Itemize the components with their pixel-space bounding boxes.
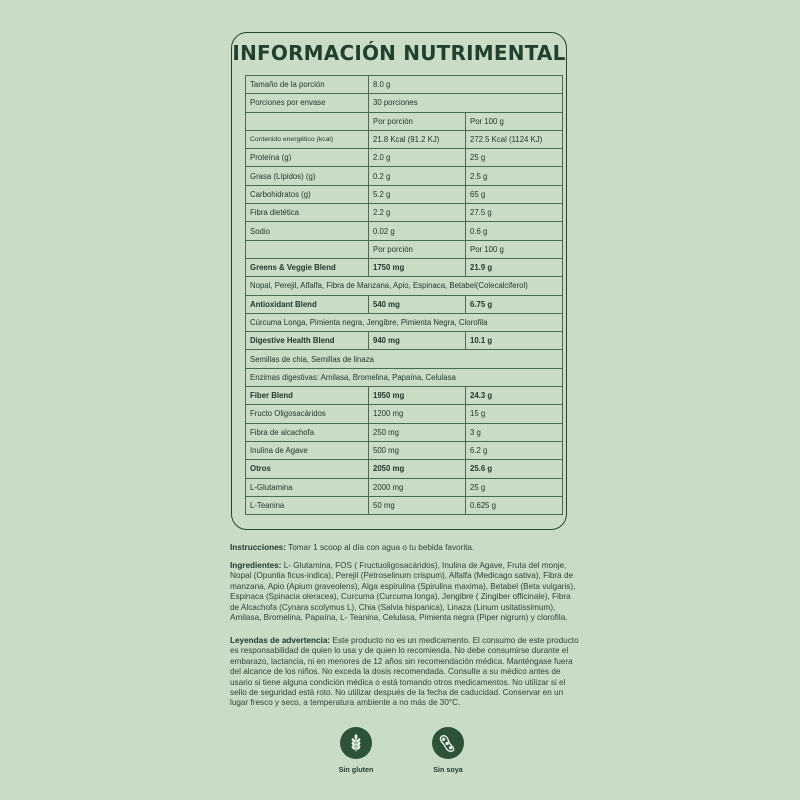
row-value: 250 mg bbox=[369, 423, 466, 441]
instructions-text: Tomar 1 scoop al día con agua o tu bebida favorita. bbox=[285, 543, 475, 552]
col-per-100g: Por 100 g bbox=[466, 240, 563, 258]
table-row bbox=[246, 405, 563, 423]
row-value: 21.8 Kcal (91.2 KJ) bbox=[369, 130, 466, 148]
row-name: Fibra de alcachofa bbox=[246, 423, 369, 441]
row-name: Fructo Oligosacáridos bbox=[246, 405, 369, 423]
warnings bbox=[230, 636, 580, 709]
table-row bbox=[246, 478, 563, 496]
soy-free-label: Sin soya bbox=[433, 765, 463, 774]
row-value: 0.625 g bbox=[466, 496, 563, 514]
blend-value: 1950 mg bbox=[369, 387, 466, 405]
table-row bbox=[246, 441, 563, 459]
col-per-100g: Por 100 g bbox=[466, 112, 563, 130]
col-per-serving: Por porción bbox=[369, 112, 466, 130]
row-value: 2000 mg bbox=[369, 478, 466, 496]
nutrition-panel bbox=[231, 32, 567, 530]
blend-value: 2050 mg bbox=[369, 460, 466, 478]
warnings-label: Leyendas de advertencia: bbox=[230, 636, 331, 645]
row-value: 0.6 g bbox=[466, 222, 563, 240]
row-value: 1200 mg bbox=[369, 405, 466, 423]
table-row bbox=[246, 130, 563, 148]
table-row bbox=[246, 387, 563, 405]
blend-name: Digestive Health Blend bbox=[246, 332, 369, 350]
table-row bbox=[246, 368, 563, 386]
row-name: Proteína (g) bbox=[246, 149, 369, 167]
blend-value: 21.9 g bbox=[466, 258, 563, 276]
blend-ingredients: Cúrcuma Longa, Pimienta negra, Jengibre, Pimienta Negra, Clorofila bbox=[246, 313, 563, 331]
row-value: 0.02 g bbox=[369, 222, 466, 240]
servings-value: 30 porciones bbox=[369, 94, 563, 112]
col-per-serving: Por porción bbox=[369, 240, 466, 258]
serving-size-label: Tamaño de la porción bbox=[246, 76, 369, 94]
row-name: Grasa (Lípidos) (g) bbox=[246, 167, 369, 185]
table-row bbox=[246, 460, 563, 478]
blend-value: 540 mg bbox=[369, 295, 466, 313]
row-name: Carbohidratos (g) bbox=[246, 185, 369, 203]
table-row bbox=[246, 167, 563, 185]
empty-cell bbox=[246, 240, 369, 258]
blend-value: 25.6 g bbox=[466, 460, 563, 478]
row-value: 50 mg bbox=[369, 496, 466, 514]
row-name: L-Teanina bbox=[246, 496, 369, 514]
row-name: Contenido energético (kcal) bbox=[246, 130, 369, 148]
table-row bbox=[246, 76, 563, 94]
blend-value: 24.3 g bbox=[466, 387, 563, 405]
table-row bbox=[246, 204, 563, 222]
table-row bbox=[246, 258, 563, 276]
row-value: 65 g bbox=[466, 185, 563, 203]
ingredients-label: Ingredientes: bbox=[230, 561, 282, 570]
table-header-row bbox=[246, 112, 563, 130]
table-row bbox=[246, 94, 563, 112]
instructions-label: Instrucciones: bbox=[230, 543, 286, 552]
table-row bbox=[246, 149, 563, 167]
row-value: 27.5 g bbox=[466, 204, 563, 222]
row-value: 0.2 g bbox=[369, 167, 466, 185]
serving-size-value: 8.0 g bbox=[369, 76, 563, 94]
table-row bbox=[246, 185, 563, 203]
row-value: 272.5 Kcal (1124 KJ) bbox=[466, 130, 563, 148]
blend-ingredients: Semillas de chia, Semillas de linaza bbox=[246, 350, 563, 368]
table-row bbox=[246, 277, 563, 295]
wheat-icon bbox=[340, 727, 372, 759]
blend-name: Fiber Blend bbox=[246, 387, 369, 405]
gluten-free-badge bbox=[326, 727, 386, 774]
row-value: 2.2 g bbox=[369, 204, 466, 222]
blend-ingredients: Nopal, Perejil, Alfalfa, Fibra de Manzana, Apio, Espinaca, Betabel(Colecalciferol) bbox=[246, 277, 563, 295]
table-header-row bbox=[246, 240, 563, 258]
row-name: Fibra dietética bbox=[246, 204, 369, 222]
ingredients bbox=[230, 561, 580, 623]
blend-value: 1750 mg bbox=[369, 258, 466, 276]
row-value: 6.2 g bbox=[466, 441, 563, 459]
table-row bbox=[246, 423, 563, 441]
table-row bbox=[246, 222, 563, 240]
row-value: 15 g bbox=[466, 405, 563, 423]
table-row bbox=[246, 350, 563, 368]
gluten-free-label: Sin gluten bbox=[338, 765, 374, 774]
ingredients-text: L- Glutamina, FOS ( Fructuoligosacáridos), Inulina de Agave, Fruta del monje, Nopal (Opuntia ficus-indica), Perejil (Petroselinum crispum), Alfalfa (Medicago sativa), Fibra de manzana, Apio (Apium graveolens), Alga espirulina (Spirulina maxima), Betabel (Beta vulgaris), Espinaca (Spinacia oleracea), Curcuma (Curcuma longa), Jengibre ( Zingiber officinale), Fibra de Alcachofa (Cynara scolymus L), Chia (Salvia hispanica), Linaza (Linum usitatissimum), Amilasa, Bromelina, Papaína, L- Teanina, Celulasa, Pimienta negra (Piper nigrum) y clorofila. bbox=[230, 561, 576, 623]
blend-value: 6.75 g bbox=[466, 295, 563, 313]
blend-ingredients: Enzimas digestivas: Amilasa, Bromelina, Papaína, Celulasa bbox=[246, 368, 563, 386]
row-value: 500 mg bbox=[369, 441, 466, 459]
table-row bbox=[246, 295, 563, 313]
warnings-text: Este producto no es un medicamento. El consumo de este producto es responsabilidad de quien lo usa y de quien lo recomienda. No debe consumirse durante el embarazo, lactancia, ni en menores de 12 años sin recomendación médica. Manténgase fuera del alcance de los niños. No exceda la dosis recomendada. Consulte a su médico antes de usario si tiene alguna condición médica o está tomando otros medicamentos. No utilizar si el sello de seguridad está roto. No utilizar después de la fecha de caducidad. Conservar en un lugar fresco y seco, a temperatura ambiente a no más de 30°C. bbox=[230, 636, 579, 708]
row-value: 2.5 g bbox=[466, 167, 563, 185]
empty-cell bbox=[246, 112, 369, 130]
blend-name: Antioxidant Blend bbox=[246, 295, 369, 313]
blend-value: 940 mg bbox=[369, 332, 466, 350]
blend-name: Greens & Veggie Blend bbox=[246, 258, 369, 276]
row-name: Sodio bbox=[246, 222, 369, 240]
table-row bbox=[246, 332, 563, 350]
instructions bbox=[230, 543, 580, 553]
table-row bbox=[246, 496, 563, 514]
row-value: 5.2 g bbox=[369, 185, 466, 203]
row-value: 3 g bbox=[466, 423, 563, 441]
soy-free-badge bbox=[418, 727, 478, 774]
row-value: 25 g bbox=[466, 478, 563, 496]
row-name: L-Glutamina bbox=[246, 478, 369, 496]
blend-value: 10.1 g bbox=[466, 332, 563, 350]
row-value: 2.0 g bbox=[369, 149, 466, 167]
blend-name: Otros bbox=[246, 460, 369, 478]
nutrition-table bbox=[245, 75, 563, 515]
row-value: 25 g bbox=[466, 149, 563, 167]
nutrition-title: INFORMACIÓN NUTRIMENTAL bbox=[232, 41, 566, 65]
row-name: Inulina de Agave bbox=[246, 441, 369, 459]
table-row bbox=[246, 313, 563, 331]
soybean-icon bbox=[432, 727, 464, 759]
servings-label: Porciones por envase bbox=[246, 94, 369, 112]
